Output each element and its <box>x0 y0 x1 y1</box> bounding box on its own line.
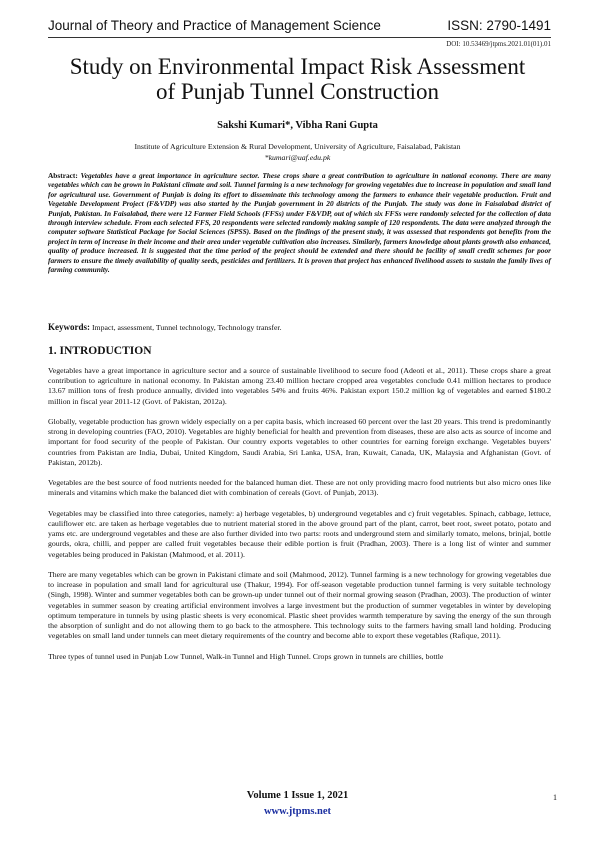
volume-issue: Volume 1 Issue 1, 2021 <box>246 790 349 801</box>
title-line-2: of Punjab Tunnel Construction <box>155 79 440 104</box>
abstract-text: Vegetables have a great importance in agriculture sector. These crops share a great contribution to agriculture in national economy. There are many vegetables which can be grown in Pakistani climate and soil. Tunnel farming is a new technology for growing vegetables due to increase in population and small land for agricultural use. Government of Punjab is doing its effort to disseminate this technology among the farmers to enhance their vegetable production. Fruit and Vegetable Development Project (F&VDP) was also started by the Punjab government in 20 districts of the Punjab. The study was done in Faisalabad district of Punjab, Pakistan. In Faisalabad, there were 12 Farmer Field Schools (FFSs) under F&VDP, out of which six FFSs were randomly selected for the collection of data through interview schedule. From each selected FFS, 20 respondents were selected randomly making sample of 120 respondents. The data were analyzed through the computer software Statistical Package for Social Sciences (SPSS). Based on the findings of the present study, it was assessed that respondents got benefits from the project in term of increase in their income and their area under vegetable cultivation also increases. Similarly, farmers knowledge about plants growth also enhanced, quality of produce increased. It is suggested that the time period of the project should be extended and there should be facility of small credit schemes for poor farmers to ensure the timely availability of quality seeds, pesticides and fertilizers. It is proven that project has enhanced livelihood assets to sustain the family lives of farming community. <box>48 171 551 275</box>
page-number: 1 <box>553 793 557 802</box>
keywords <box>48 322 551 332</box>
authors: Sakshi Kumari*, Vibha Rani Gupta <box>217 120 378 131</box>
paragraph: Vegetables are the best source of food nutrients needed for the balanced human diet. These are not only providing macro food nutrients but also micro ones like minerals and vitamins which make the balanced diet with combination of cereals (Govt. of Punjab, 2013). <box>48 478 551 498</box>
paragraph: Vegetables may be classified into three categories, namely: a) herbage vegetables, b) underground vegetables and c) fruit vegetables. Spinach, cabbage, lettuce, cauliflower etc. are taken as herbage vegetables due to nutrient material stored in the above ground part of the plant, carrot, beet root, sweet potato, potato and yams etc. are underground vegetables and these are also further divided into two parts: roots and underground stem and similarly tomato, melons, brinjal, bottle gourds, okra, chilli, and pepper are called fruit vegetables because their edible portion is fruit (Pradhan, 2003). There is a long list of winter and summer vegetables being produced in Pakistan (Mahmood, et al. 2011). <box>48 508 551 559</box>
introduction-body <box>48 366 551 672</box>
paragraph: There are many vegetables which can be grown in Pakistani climate and soil (Mahmood, 2012). Tunnel farming is a new technology for growing vegetables due to increase in population and small land for agricultural use (Thakur, 1994). For off-season vegetable production tunnel farming is very suitable technology (Singh, 1998). Winter and summer vegetables both can be grown-up under tunnel out of their normal growing season (Pradhan, 2003). The production of winter vegetables in summer season by creating artificial environment involves a large investment but the production of summer vegetables in winter by developing optimum temperature in tunnels by using plastic sheets is very economical. Plastic sheet provides warmth temperature by saving the energy of the sun through the absorption of sunlight and do not allowing them to go back to the atmosphere. This technology suits to the farmers having small land holding. Producing vegetables on small land under tunnels can meet dietary requirements of the country and become able to export these vegetables (Rafique, 2011). <box>48 570 551 641</box>
abstract-label: Abstract: <box>48 171 78 180</box>
section-heading-introduction: 1. INTRODUCTION <box>48 345 152 357</box>
keywords-text: Impact, assessment, Tunnel technology, Technology transfer. <box>91 323 282 332</box>
page-footer <box>48 788 547 820</box>
paragraph: Vegetables have a great importance in agriculture sector and a source of sustainable livelihood to secure food (Adeoti et al., 2011). These crops share a great contribution to agriculture in national economy. In Pakistan among 23.40 million hectare cropped area vegetables conclude 0.41 million hectares to produce 13.67 million tons of fresh produce annually, divided into vegetables 54% and fruits 46%. Pakistan export 150.2 million kg of vegetables and earned $180.2 million in fiscal year 2011-12 (Govt. of Pakistan, 2012a). <box>48 366 551 406</box>
paragraph: Globally, vegetable production has grown widely especially on a per capita basis, which increased 60 percent over the last 20 years. This trend is predominantly strong in developing countries (FAO, 2010). Vegetables are highly beneficial for health and prevention from diseases, these are also acts as source of income and important for food security of the people of Pakistan. Our country exports vegetables to other countries for earning foreign exchange. Vegetables buyers' countries from Pakistan are India, Dubai, United Kingdom, Saudi Arabia, Sri Lanka, USA, Iran, Kuwait, Canada, UK, Malaysia and Afghanistan (Govt. of Pakistan, 2012b). <box>48 417 551 467</box>
affiliation-block <box>48 141 547 163</box>
header-rule <box>48 37 551 38</box>
affiliation: Institute of Agriculture Extension & Rural Development, University of Agriculture, Faisalabad, Pakistan <box>134 142 461 151</box>
paragraph: Three types of tunnel used in Punjab Low Tunnel, Walk-in Tunnel and High Tunnel. Crops grown in tunnels are chillies, bottle <box>48 651 444 661</box>
running-header <box>48 18 551 38</box>
author-email[interactable]: *kumari@uaf.edu.pk <box>264 153 331 162</box>
journal-website-link[interactable]: www.jtpms.net <box>263 806 332 817</box>
doi[interactable]: DOI: 10.53469/jtpms.2021.01(01).01 <box>446 40 551 48</box>
issn: ISSN: 2790-1491 <box>447 18 551 33</box>
paper-title <box>48 54 547 104</box>
abstract <box>48 171 551 274</box>
keywords-label: Keywords: <box>48 322 90 332</box>
title-line-1: Study on Environmental Impact Risk Assessment <box>69 54 526 79</box>
journal-name: Journal of Theory and Practice of Management Science <box>48 18 381 33</box>
